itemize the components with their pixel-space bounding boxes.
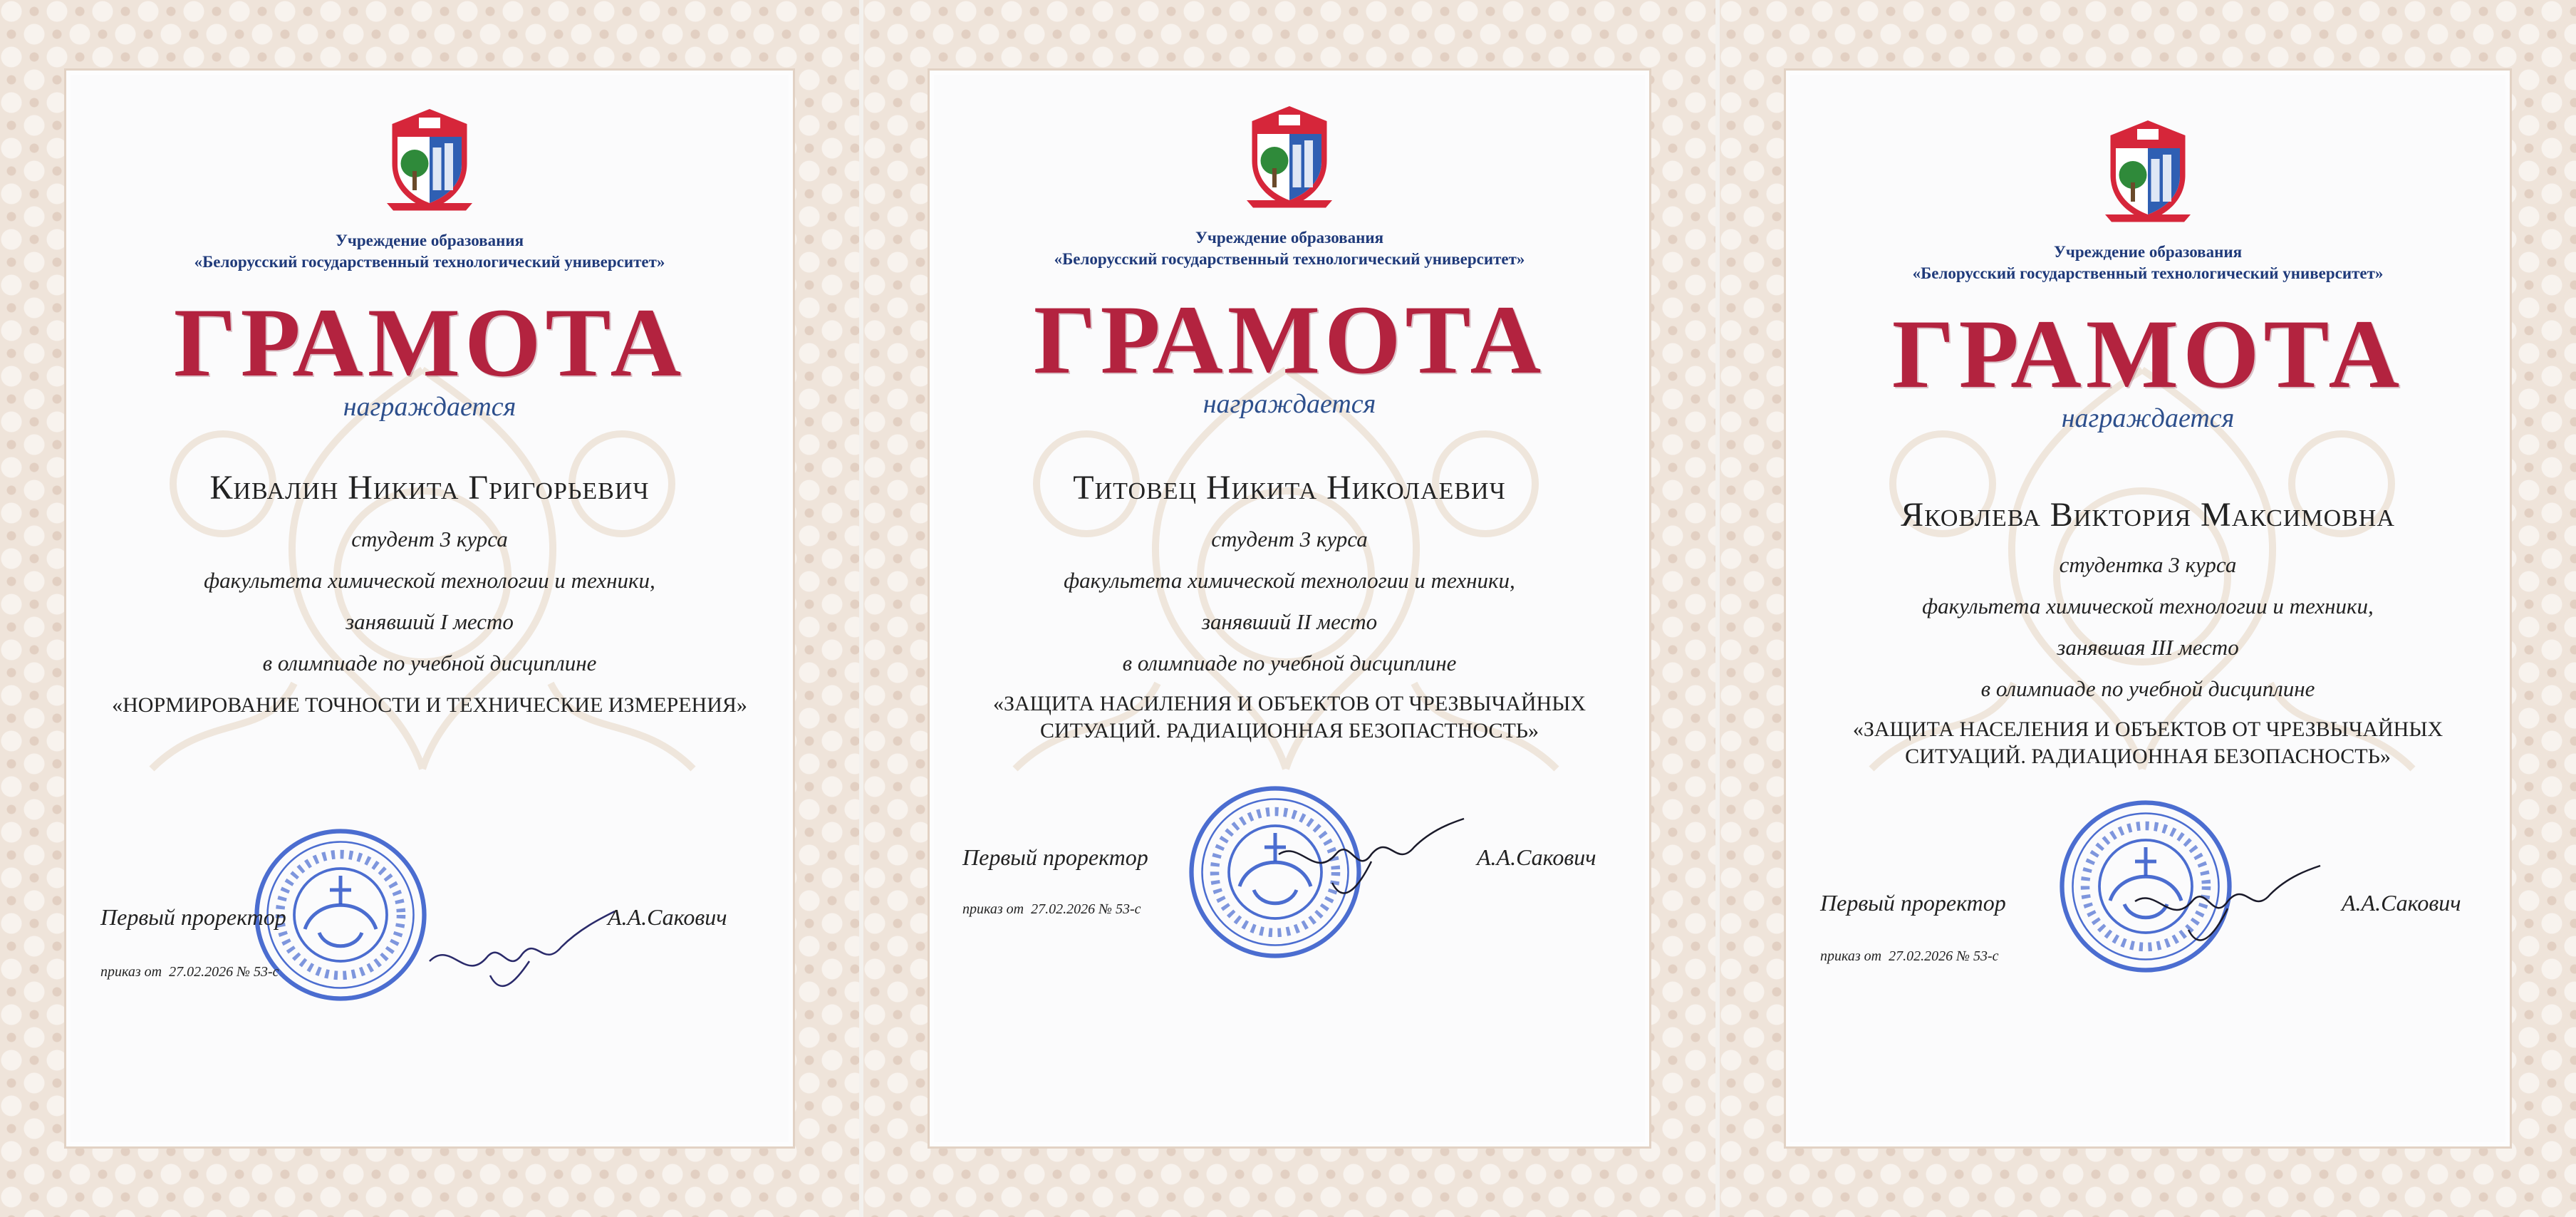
faculty-line: факультета химической технологии и техники, [204,568,655,593]
discipline-line: «НОРМИРОВАНИЕ ТОЧНОСТИ И ТЕХНИЧЕСКИЕ ИЗМЕРЕНИЯ» [112,693,747,717]
signatory-position: Первый проректор [962,844,1148,870]
institution-line-1: Учреждение образования [2053,243,2243,261]
order-prefix: приказ от [962,901,1024,917]
institution-line-1: Учреждение образования [335,232,524,249]
order-prefix: приказ от [100,964,162,980]
event-line: в олимпиаде по учебной дисциплине [262,651,597,675]
discipline-line-2: СИТУАЦИЙ. РАДИАЦИОННАЯ БЕЗОПАСНОСТЬ» [1905,745,2391,768]
institution-line-2: «Белорусский государственный технологический университет» [194,253,665,271]
university-emblem-icon [1236,102,1343,209]
university-emblem-icon [2094,116,2201,223]
discipline-line-1: «ЗАЩИТА НАСИЛЕНИЯ И ОБЪЕКТОВ ОТ ЧРЕЗВЫЧАЙНЫХ [992,692,1586,715]
signatory-position: Первый проректор [100,904,286,930]
signatory-name: А.А.Сакович [1477,844,1596,870]
event-line: в олимпиаде по учебной дисциплине [1980,676,2315,701]
order-line [1820,948,1999,965]
signatory-position: Первый проректор [1820,890,2006,916]
place-line: занявший I место [346,609,514,634]
recipient-name: Титовец Никита Николаевич [1073,469,1506,507]
certificate-2 [863,0,1715,1217]
order-line [962,901,1141,918]
handwritten-signature [2128,859,2327,958]
order-details: 27.02.2026 № 53-с [1031,901,1141,917]
certificate-inner-page [1784,68,2512,1149]
place-line: занявший II место [1201,609,1378,634]
university-emblem-icon [376,105,483,212]
faculty-line: факультета химической технологии и техники, [1064,568,1515,593]
signatory-name: А.А.Сакович [2342,890,2461,916]
handwritten-signature [1272,812,1471,911]
order-details: 27.02.2026 № 53-с [1889,948,1999,964]
course-line: студент 3 курса [1211,527,1368,551]
institution-line-2: «Белорусский государственный технологический университет» [1054,250,1525,268]
certificate-inner-page [928,68,1651,1149]
awarded-label: награждается [343,392,516,422]
certificate-title: ГРАМОТА [1891,299,2404,408]
faculty-line: факультета химической технологии и техники, [1922,594,2374,618]
certificate-inner-page [64,68,795,1149]
handwritten-signature [422,897,622,997]
order-details: 27.02.2026 № 53-с [169,964,279,980]
recipient-name: Кивалин Никита Григорьевич [209,469,650,507]
awarded-label: награждается [1203,389,1376,419]
event-line: в олимпиаде по учебной дисциплине [1122,651,1457,675]
certificate-1 [0,0,859,1217]
discipline-line-2: СИТУАЦИЙ. РАДИАЦИОННАЯ БЕЗОПАСТНОСТЬ» [1039,719,1539,742]
course-line: студентка 3 курса [2059,552,2237,577]
course-line: студент 3 курса [351,527,508,551]
institution-line-1: Учреждение образования [1195,229,1384,247]
certificate-title: ГРАМОТА [1033,285,1546,394]
certificate-3 [1720,0,2576,1217]
institution-line-2: «Белорусский государственный технологический университет» [1912,264,2384,282]
recipient-name: Яковлева Виктория Максимовна [1901,496,2395,534]
order-line [100,964,279,980]
signatory-name: А.А.Сакович [608,904,727,930]
awarded-label: награждается [2061,403,2235,433]
order-prefix: приказ от [1820,948,1882,964]
place-line: занявшая III место [2057,635,2239,660]
certificate-title: ГРАМОТА [173,288,686,397]
discipline-line-1: «ЗАЩИТА НАСЕЛЕНИЯ И ОБЪЕКТОВ ОТ ЧРЕЗВЫЧАЙНЫХ [1852,718,2443,741]
